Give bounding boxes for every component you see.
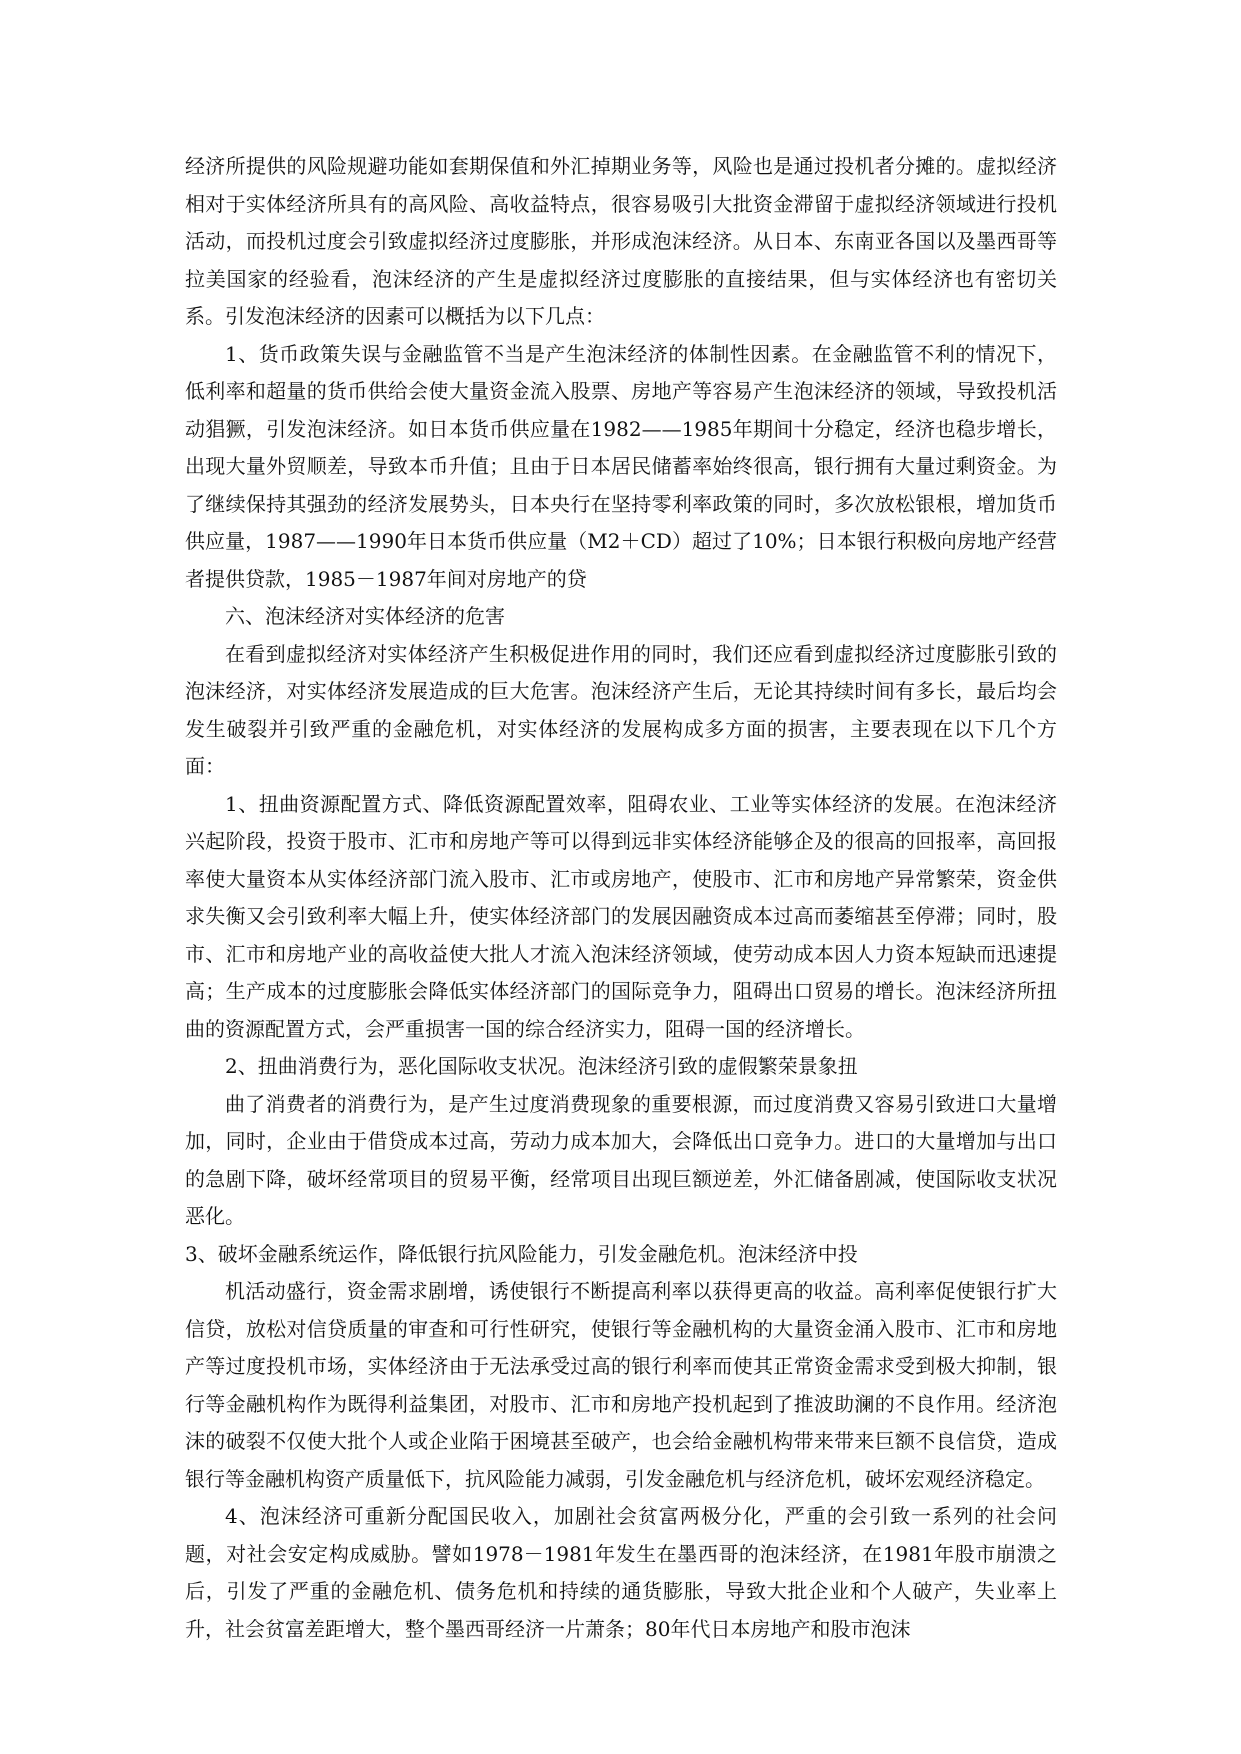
- paragraph-monetary-policy: 1、货币政策失误与金融监管不当是产生泡沫经济的体制性因素。在金融监管不利的情况下，低利率和超量的货币供给会使大量资金流入股票、房地产等容易产生泡沫经济的领域，导致投机活动猖獗，引发泡沫经济。如日本货币供应量在1982——1985年期间十分稳定，经济也稳步增长，出现大量外贸顺差，导致本币升值；且由于日本居民储蓄率始终很高，银行拥有大量过剩资金。为了继续保持其强劲的经济发展势头，日本央行在坚持零利率政策的同时，多次放松银根，增加货币供应量，1987——1990年日本货币供应量（M2＋CD）超过了10%；日本银行积极向房地产经营者提供贷款，1985－1987年间对房地产的贷: [185, 341, 1057, 591]
- paragraph-resource-allocation: 1、扭曲资源配置方式、降低资源配置效率，阻碍农业、工业等实体经济的发展。在泡沫经济兴起阶段，投资于股市、汇市和房地产等可以得到远非实体经济能够企及的很高的回报率，高回报率使大量资本从实体经济部门流入股市、汇市或房地产，使股市、汇市和房地产异常繁荣，资金供求失衡又会引致利率大幅上升，使实体经济部门的发展因融资成本过高而萎缩甚至停滞；同时，股市、汇市和房地产业的高收益使大批人才流入泡沫经济领域，使劳动成本因人力资本短缺而迅速提高；生产成本的过度膨胀会降低实体经济部门的国际竞争力，阻碍出口贸易的增长。泡沫经济所扭曲的资源配置方式，会严重损害一国的综合经济实力，阻碍一国的经济增长。: [185, 791, 1057, 1041]
- paragraph-risk-sharing: 经济所提供的风险规避功能如套期保值和外汇掉期业务等，风险也是通过投机者分摊的。虚拟经济相对于实体经济所具有的高风险、高收益特点，很容易吸引大批资金滞留于虚拟经济领域进行投机活动，而投机过度会引致虚拟经济过度膨胀，并形成泡沫经济。从日本、东南亚各国以及墨西哥等拉美国家的经验看，泡沫经济的产生是虚拟经济过度膨胀的直接结果，但与实体经济也有密切关系。引发泡沫经济的因素可以概括为以下几点：: [185, 154, 1057, 328]
- paragraph-financial-system-heading: 3、破坏金融系统运作，降低银行抗风险能力，引发金融危机。泡沫经济中投: [185, 1241, 858, 1266]
- section-heading-harms: 六、泡沫经济对实体经济的危害: [225, 604, 505, 628]
- paragraph-income-distribution: 4、泡沫经济可重新分配国民收入，加剧社会贫富两极分化，严重的会引致一系列的社会问题，对社会安定构成威胁。譬如1978－1981年发生在墨西哥的泡沫经济，在1981年股市崩溃之后，引发了严重的金融危机、债务危机和持续的通货膨胀，导致大批企业和个人破产，失业率上升，社会贫富差距增大，整个墨西哥经济一片萧条；80年代日本房地产和股市泡沫: [185, 1504, 1057, 1641]
- paragraph-financial-system-body: 机活动盛行，资金需求剧增，诱使银行不断提高利率以获得更高的收益。高利率促使银行扩大信贷，放松对信贷质量的审查和可行性研究，使银行等金融机构的大量资金涌入股市、汇市和房地产等过度投机市场，实体经济由于无法承受过高的银行利率而使其正常资金需求受到极大抑制，银行等金融机构作为既得利益集团，对股市、汇市和房地产投机起到了推波助澜的不良作用。经济泡沫的破裂不仅使大批个人或企业陷于困境甚至破产，也会给金融机构带来带来巨额不良信贷，造成银行等金融机构资产质量低下，抗风险能力减弱，引发金融危机与经济危机，破坏宏观经济稳定。: [185, 1279, 1057, 1491]
- paragraph-consumption-body: 曲了消费者的消费行为，是产生过度消费现象的重要根源，而过度消费又容易引致进口大量增加，同时，企业由于借贷成本过高，劳动力成本加大，会降低出口竞争力。进口的大量增加与出口的急剧下降，破坏经常项目的贸易平衡，经常项目出现巨额逆差，外汇储备剧减，使国际收支状况恶化。: [185, 1091, 1057, 1228]
- paragraph-consumption-heading: 2、扭曲消费行为，恶化国际收支状况。泡沫经济引致的虚假繁荣景象扭: [225, 1054, 858, 1078]
- paragraph-harms-intro: 在看到虚拟经济对实体经济产生积极促进作用的同时，我们还应看到虚拟经济过度膨胀引致的泡沫经济，对实体经济发展造成的巨大危害。泡沫经济产生后，无论其持续时间有多长，最后均会发生破裂并引致严重的金融危机，对实体经济的发展构成多方面的损害，主要表现在以下几个方面：: [185, 641, 1057, 778]
- document-body: [185, 148, 1057, 1648]
